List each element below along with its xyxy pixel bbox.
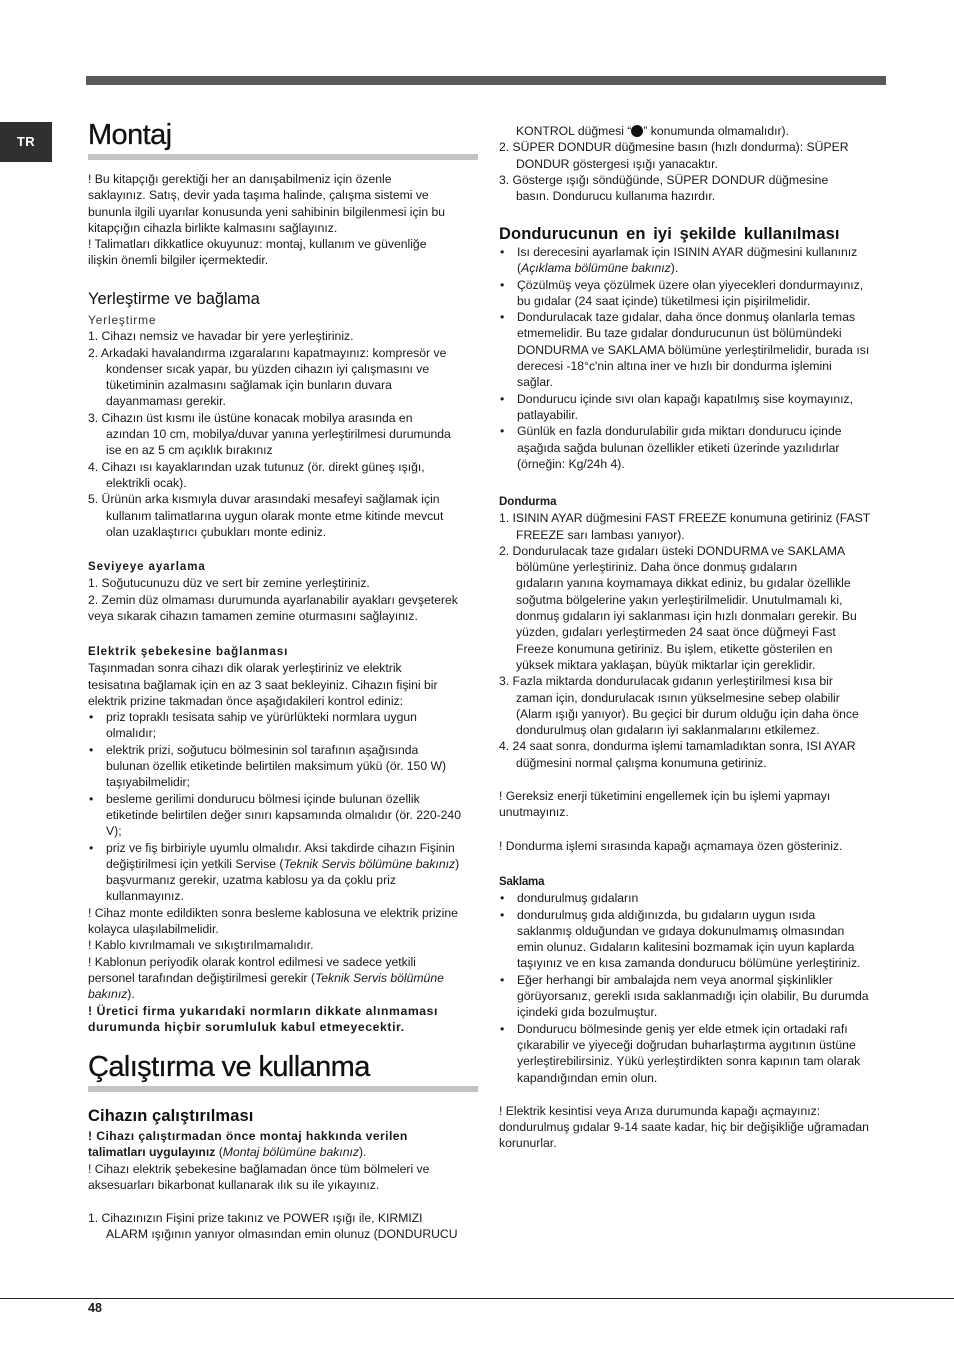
freezing-line: bölümüne yerleştiriniz. Daha önce donmuş gıdaların	[516, 560, 798, 575]
placement-item	[88, 410, 480, 459]
starting-warning: ! Cihazı çalıştırmadan önce montaj hakkında verilen	[88, 1129, 408, 1143]
freezing-item	[499, 673, 889, 738]
leveling-section	[88, 559, 480, 624]
filled-circle-icon	[631, 125, 643, 137]
bullet-line: V);	[106, 824, 122, 839]
freezing-line: 2. Dondurulacak taze gıdaları üsteki DONDURMA ve SAKLAMA	[499, 543, 846, 558]
intro-line: ilişkin önemli bilgiler içermektedir.	[88, 253, 269, 268]
placement-line: elektrikli ocak).	[106, 475, 187, 490]
freezing-line: 3. Fazla miktarda dondurulacak gıdanın yerleştirilmesi kısa bir	[499, 674, 833, 689]
freezing-item	[499, 510, 889, 543]
freezing-heading: Dondurma	[499, 496, 557, 508]
footer-rule	[0, 1298, 954, 1299]
placement-line: tüketiminin azalmasını sağlamak için bunların duvara	[106, 378, 392, 393]
bullet-line: etiketinde belirtilen değer sınırı kapsamında olmalıdır (ör. 220-240	[106, 807, 461, 822]
bullet-line	[517, 260, 889, 276]
leveling-heading: Seviyeye ayarlama	[88, 561, 206, 573]
electric-bullet	[88, 709, 480, 742]
freezing-line: yüksek miktara yaklaşan, büyük miktarlar için gereklidir.	[516, 657, 816, 672]
bullet-line: bulunan özellik etiketinde belirtilen maksimum yükü (ör. 150 W)	[106, 759, 447, 774]
placement-item	[88, 328, 480, 344]
bullet-line: DONDURMA ve SAKLAMA bölümüne yerleştirilmelidir, burada ısı	[517, 342, 870, 357]
bullet-line: olmalıdır;	[106, 726, 157, 741]
bullet-line: yerleştirebilirsiniz. Yükü yerleştirdikten sonra kapının tam olarak	[517, 1054, 861, 1069]
placement-section	[88, 289, 480, 540]
starting-step: DONDUR göstergesi ışığı yanacaktır.	[516, 156, 718, 171]
page-number: 48	[88, 1301, 102, 1315]
best-use-heading: Dondurucunun en iyi şekilde kullanılması	[499, 225, 840, 243]
electric-intro-line: elektrik prizine takmadan önce aşağıdakileri kontrol ediniz:	[88, 693, 404, 708]
language-tab: TR	[0, 122, 52, 162]
freezing-line: dondurulmuş olan gıdaların iyi saklanmalarını etkilemez.	[516, 723, 820, 738]
placement-line: 1. Cihazı nemsiz ve havadar bir yere yerleştiriniz.	[88, 329, 354, 344]
intro-line: ! Talimatları dikkatlice okuyunuz: montaj, kullanım ve güvenliğe	[88, 237, 427, 252]
starting-step	[499, 123, 889, 139]
section-title-montaj: Montaj	[88, 118, 478, 160]
best-use-bullet	[499, 423, 889, 472]
bullet-italic-ref: Teknik Servis bölümüne bakınız	[283, 856, 456, 871]
starting-step: 1. Cihazınızın Fişini prize takınız ve POWER ışığı ile, KIRMIZI	[88, 1211, 423, 1226]
starting-step: 3. Gösterge ışığı söndüğünde, SÜPER DONDUR düğmesine	[499, 172, 829, 187]
storage-bullet	[499, 1021, 889, 1086]
bullet-text: değiştirilmesi için yetkili Servise (	[106, 856, 284, 871]
storage-note: ! Elektrik kesintisi veya Arıza durumunda kapağı açmayınız:	[499, 1103, 821, 1118]
storage-note: korunurlar.	[499, 1136, 557, 1151]
bullet-line: • Dondurulacak taze gıdalar, daha önce donmuş olanlarla temas	[517, 310, 856, 325]
note-text: ).	[127, 987, 135, 1002]
electric-heading: Elektrik şebekesine bağlanması	[88, 646, 289, 658]
placement-line: kondenser sıcak yapar, bu yüzden cihazın iyi çalışmasını ve	[106, 361, 430, 376]
storage-bullet	[499, 907, 889, 972]
storage-bullet	[499, 972, 889, 1021]
starting-step: 2. SÜPER DONDUR düğmesine basın (hızlı dondurma): SÜPER	[499, 140, 849, 155]
warning-text: ).	[358, 1145, 367, 1160]
storage-heading: Saklama	[499, 876, 545, 888]
freezing-line: 1. ISININ AYAR düğmesini FAST FREEZE konumuna getiriniz (FAST	[499, 511, 871, 526]
bullet-line: taşıyınız ve en kısa zamanda dondurucu bölümüne yerleştiriniz.	[517, 956, 861, 971]
warning-text: (	[215, 1145, 223, 1160]
placement-line: 2. Arkadaki havalandırma ızgaralarını kapatmayınız: kompresör ve	[88, 345, 447, 360]
electric-note	[88, 970, 480, 986]
starting-heading: Cihazın çalıştırılması	[88, 1107, 254, 1125]
step-text: KONTROL düğmesi “	[516, 124, 632, 138]
electric-intro-line: Taşınmadan sonra cihazı dik olarak yerleştiriniz ve elektrik	[88, 661, 402, 676]
freezing-line: soğutma bölgelerine yakın yerleştirilmelidir. Unutulmamalı ki,	[516, 592, 843, 607]
freezing-line: gıdaların yanına koymamaya dikkat ediniz, bu gıdalar özellikle	[516, 576, 851, 591]
bullet-line: • Isı derecesini ayarlamak için ISININ AYAR düğmesini kullanınız	[517, 245, 858, 259]
bullet-line: taşıyabilmelidir;	[106, 775, 190, 790]
warning-bold-text: talimatları uygulayınız	[88, 1145, 216, 1160]
bullet-line: kapandığından emin olun.	[517, 1070, 658, 1085]
electric-bullets	[88, 709, 480, 905]
best-use-bullet	[499, 391, 889, 424]
best-use-bullet	[499, 244, 889, 277]
freezing-note: ! Dondurma işlemi sırasında kapağı açmamaya özen gösteriniz.	[499, 838, 843, 853]
bullet-text: (	[517, 261, 522, 276]
freezing-line: zaman için, dondurulacak ısının yükselmesine sebep olabilir	[516, 690, 840, 705]
bullet-line: çıkarabilir ve yiyeceği doğrudan buharlaştırma aygıtının üstüne	[517, 1037, 856, 1052]
leveling-line: veya sıkarak cihazın tamamen zemine oturmasını sağlayınız.	[88, 608, 418, 623]
bullet-line: • besleme gerilimi dondurucu bölmesi içinde bulunan özellik	[106, 791, 420, 806]
starting-continued	[499, 123, 889, 204]
placement-item	[88, 459, 480, 492]
bullet-line: • elektrik prizi, soğutucu bölmesinin sol tarafının aşağısında	[106, 742, 419, 757]
freezing-line: donmuş gıdaların iyi saklanması için hızlı donmaları gerekir. Bu	[516, 609, 857, 624]
electric-note	[88, 986, 480, 1002]
liability-warning: ! Üretici firma yukarıdaki normların dikkate alınmaması	[88, 1003, 438, 1018]
bullet-line: • Eğer herhangi bir ambalajda nem veya anormal şişkinlikler	[517, 972, 833, 987]
note-italic-ref: bakınız	[88, 987, 128, 1002]
freezing-line: Freeze konumuna getiriniz. Bu işlem, etikette gösterilen en	[516, 641, 833, 656]
bullet-line: • dondurulmuş gıdaların	[517, 891, 639, 906]
bullet-line: • Günlük en fazla dondurulabilir gıda miktarı dondurucu içinde	[517, 424, 842, 439]
note-italic-ref: Teknik Servis bölümüne	[314, 970, 444, 985]
starting-line: aksesuarları bikarbonat kullanarak ılık su ile yıkayınız.	[88, 1177, 380, 1192]
bullet-line: aşağıda sağda bulunan özellikler etiketi üzerinde yazılıdırlar	[517, 440, 840, 455]
bullet-line: saklanmış olduğundan ve gıdaya dokunulmamış olmasından	[517, 923, 845, 938]
leveling-line: 1. Soğutucunuzu düz ve sert bir zemine yerleştiriniz.	[88, 576, 370, 591]
freezing-line: yüzden, gıdaları yerleştirmeden 24 saat önce düğmeyi Fast	[516, 625, 836, 640]
storage-section	[499, 874, 889, 1152]
placement-line: azından 10 cm, mobilya/duvar yanına yerleştirilmesi durumunda	[106, 427, 451, 442]
bullet-line: • priz topraklı tesisata sahip ve yürürlükteki normlara uygun	[106, 710, 417, 725]
starting-step: basın. Dondurucu kullanıma hazırdır.	[516, 189, 716, 204]
placement-line: ise en az 5 cm açıklık bırakınız	[106, 443, 273, 458]
leveling-line: 2. Zemin düz olmaması durumunda ayarlanabilir ayakları gevşeterek	[88, 592, 458, 607]
bullet-line: • priz ve fiş birbiriyle uyumlu olmalıdır. Aksi takdirde cihazın Fişinin	[106, 840, 455, 855]
placement-line: olan uzaklaştırıcı çubukları monte ediniz.	[106, 524, 327, 539]
bullet-line	[106, 856, 480, 872]
freezing-note: unutmayınız.	[499, 805, 569, 820]
intro-line: ! Bu kitapçığı gerektiği her an danışabilmeniz için özenle	[88, 172, 392, 186]
bullet-line: etmemelidir. Bu taze gıdalar dondurucunun üst bölümündeki	[517, 326, 842, 341]
intro-line: bununla ilgili uyarılar konusunda yeni sahibinin bilgilenmesi için bu	[88, 204, 446, 219]
storage-note: dondurulmuş gıdalar 9-14 saate kadar, hiç bir değişikliğe uğramadan	[499, 1120, 869, 1135]
freezing-line: (Alarm ışığı yanıyor). Bu geçici bir durum olduğu için daha önce	[516, 706, 859, 721]
starting-line: ! Cihazı elektrik şebekesine bağlamadan önce tüm bölmeleri ve	[88, 1161, 430, 1176]
freezing-line: 4. 24 saat sonra, dondurma işlemi tamamladıktan sonra, ISI AYAR	[499, 739, 856, 754]
intro-text	[88, 171, 480, 269]
freezing-section	[499, 494, 889, 854]
best-use-bullet	[499, 277, 889, 310]
electric-bullet	[88, 791, 480, 840]
bullet-line: patlayabilir.	[517, 407, 578, 422]
bullet-line: içindeki gıda bozulmuştur.	[517, 1005, 658, 1020]
starting-section	[88, 1106, 480, 1243]
bullet-line: bu gıdalar (24 saat içinde) tüketilmesi için pişirilmelidir.	[517, 293, 811, 308]
bullet-text: ).	[670, 261, 679, 276]
bullet-line: (örneğin: Kg/24h 4).	[517, 456, 625, 471]
bullet-line: başvurmanız gerekir, uzatma kablosu ya da çoklu priz	[106, 873, 396, 888]
freezing-note: ! Gereksiz enerji tüketimini engellemek için bu işlemi yapmayı	[499, 789, 831, 804]
bullet-line: • Dondurucu içinde sıvı olan kapağı kapatılmış sise koymayınız,	[517, 391, 853, 406]
electric-bullet	[88, 742, 480, 791]
intro-line: kitapçığın cihazla birlikte kalmasını sağlayınız.	[88, 220, 338, 235]
placement-subheading: Yerleştirme	[88, 313, 157, 327]
header-bar	[86, 76, 886, 85]
placement-heading: Yerleştirme ve bağlama	[88, 290, 260, 308]
electric-note: ! Kablonun periyodik olarak kontrol edilmesi ve sadece yetkili	[88, 954, 416, 969]
bullet-line: sağlar.	[517, 375, 553, 390]
best-use-section	[499, 224, 889, 472]
bullet-line: görüyorsanız, gerekli ısıda saklanmadığı için olabilir, Bu durumda	[517, 989, 869, 1004]
step-text: ” konumunda olmamalıdır).	[643, 124, 789, 138]
section-title-usage: Çalıştırma ve kullanma	[88, 1050, 478, 1092]
bullet-line: emin olunuz. Gıdaların kalitesini bozmamak için uyun kaplarda	[517, 940, 855, 955]
placement-line: 4. Cihazı ısı kayaklarından uzak tutunuz (ör. direkt güneş ışığı,	[88, 459, 425, 474]
placement-line: dayanmaması gerekir.	[106, 394, 226, 409]
freezing-item	[499, 738, 889, 771]
placement-item	[88, 345, 480, 410]
bullet-italic-ref: Açıklama bölümüne bakınız	[521, 261, 671, 276]
placement-line: 5. Ürünün arka kısmıyla duvar arasındaki mesafeyi sağlamak için	[88, 492, 440, 507]
bullet-line: • dondurulmuş gıda aldığınızda, bu gıdaların uygun ısıda	[517, 907, 816, 922]
electric-bullet	[88, 840, 480, 905]
freezing-item	[499, 543, 889, 673]
electric-note: ! Cihaz monte edildikten sonra besleme kablosuna ve elektrik prizine	[88, 905, 458, 920]
intro-line: saklayınız. Satış, devir yada taşıma halinde, çalışma sistemi ve	[88, 188, 429, 203]
freezing-line: FREEZE sarı lambası yanıyor).	[516, 527, 685, 542]
placement-line: kullanım talimatlarına uygun olarak monte etme kitinde mevcut	[106, 508, 444, 523]
electric-note: kolayca ulaşılabilmelidir.	[88, 922, 219, 937]
electric-intro-line: tesisatına bağlamak için en az 3 saat bekleyiniz. Cihazın fişini bir	[88, 677, 438, 692]
storage-bullets	[499, 890, 889, 1086]
bullet-line: derecesi -18°c'nin altına iner ve hızlı bir dondurma işlemini	[517, 359, 832, 374]
storage-bullet	[499, 890, 889, 906]
liability-warning: durumunda hiçbir sorumluluk kabul etmeyecektir.	[88, 1019, 405, 1034]
note-text: personel tarafından değiştirilmesi gerekir (	[88, 970, 315, 985]
electric-note: ! Kablo kıvrılmamalı ve sıkıştırılmamalıdır.	[88, 938, 314, 953]
bullet-text: )	[455, 856, 460, 871]
placement-line: 3. Cihazın üst kısmı ile üstüne konacak mobilya arasında en	[88, 410, 413, 425]
starting-step: ALARM ışığının yanıyor olmasından emin olunuz (DONDURUCU	[106, 1227, 458, 1242]
best-use-bullet	[499, 309, 889, 390]
electric-section	[88, 644, 480, 1035]
bullet-line: • Çözülmüş veya çözülmek üzere olan yiyecekleri dondurmayınız,	[517, 277, 864, 292]
warning-italic-ref: Montaj bölümüne bakınız	[222, 1145, 359, 1160]
best-use-bullets	[499, 244, 889, 472]
starting-warning	[88, 1144, 480, 1160]
placement-item	[88, 491, 480, 540]
freezing-line: düğmesini normal çalışma konumuna getiriniz.	[516, 755, 767, 770]
bullet-line: • Dondurucu bölmesinde geniş yer elde etmek için ortadaki rafı	[517, 1021, 848, 1036]
bullet-line: kullanmayınız.	[106, 889, 184, 904]
